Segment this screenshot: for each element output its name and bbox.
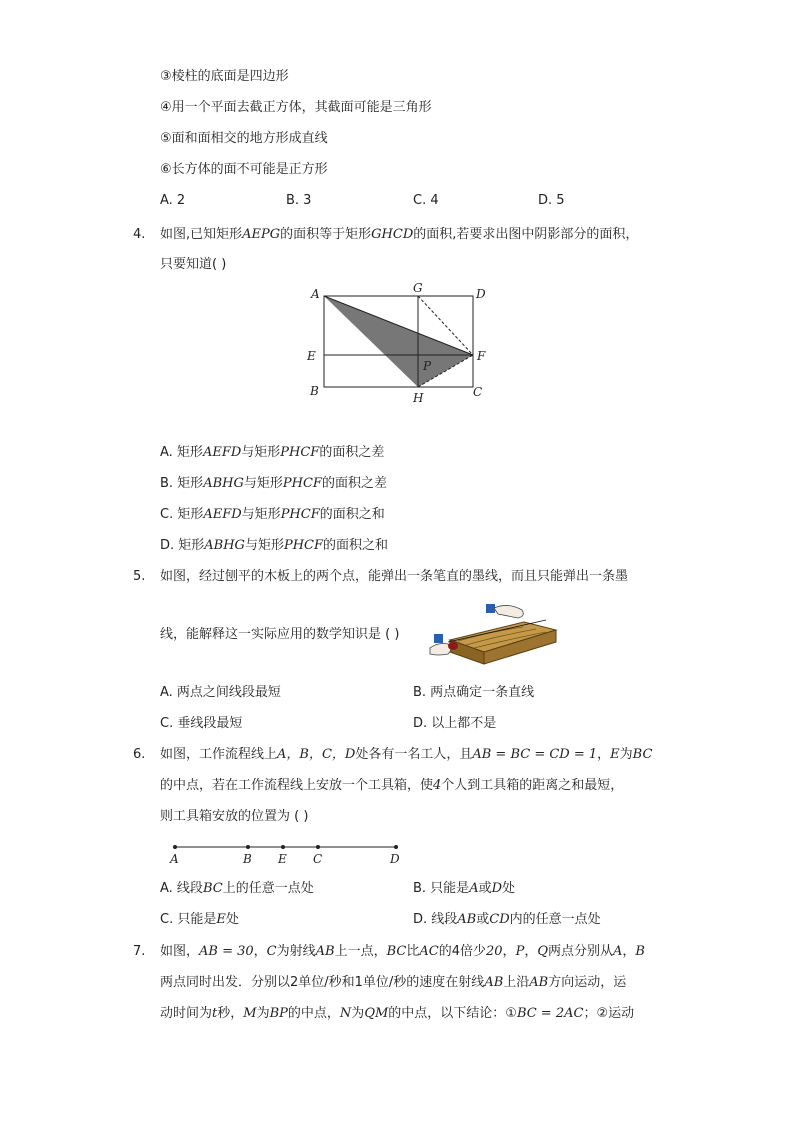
opt-text: 处	[502, 881, 516, 896]
statement-5: ⑤面和面相交的地方形成直线	[160, 131, 328, 146]
q3-option-c[interactable]: C. 4	[413, 193, 439, 208]
q7-math: B	[635, 944, 645, 959]
shaded-triangle	[324, 296, 473, 387]
q7-math: AB = 30	[199, 944, 254, 959]
q7-math: AB	[315, 944, 335, 959]
label-D: D	[476, 287, 486, 301]
opt-math: PHCF	[280, 445, 320, 460]
opt-text: 与矩形	[241, 445, 281, 460]
q7-text: 比	[406, 944, 420, 959]
q4-text: 如图,已知矩形	[160, 227, 243, 242]
q4-option-b[interactable]	[160, 475, 387, 493]
q6-math: A，B，C，D	[277, 747, 356, 762]
opt-text: 的面积之和	[323, 538, 389, 553]
opt-text: A. 线段	[160, 881, 203, 896]
q5-option-b[interactable]: B. 两点确定一条直线	[413, 685, 535, 700]
q7-text: ，	[622, 944, 636, 959]
q7-math: M	[243, 1006, 257, 1021]
q6-math: AB = BC = CD = 1	[472, 747, 598, 762]
opt-text: B. 矩形	[160, 476, 204, 491]
opt-text: 或	[476, 912, 490, 927]
q7-text: 的中点，以下结论：①	[388, 1006, 517, 1021]
q6-text: 个人到工具箱的距离之和最短，	[441, 778, 624, 793]
label-F: F	[477, 349, 486, 363]
q6-math: BC	[632, 747, 653, 762]
opt-math: AEFD	[202, 445, 242, 460]
opt-text: 与矩形	[244, 538, 284, 553]
q6-text: 如图，工作流程线上	[160, 747, 278, 762]
q6-option-c[interactable]	[160, 911, 239, 929]
q4-text: 的面积等于矩形	[280, 227, 372, 242]
opt-text: 或	[478, 881, 492, 896]
label-E: E	[307, 349, 316, 363]
q7-math: QM	[364, 1006, 389, 1021]
q3-option-a[interactable]: A. 2	[160, 193, 186, 208]
q6-number-line-figure	[165, 838, 410, 870]
opt-text: 的面积之差	[319, 445, 385, 460]
q6-stem-line1	[160, 746, 652, 764]
question-number-4: 4.	[133, 227, 146, 242]
point-B	[246, 845, 250, 849]
opt-text: C. 只能是	[160, 912, 217, 927]
q4-math: GHCD	[371, 227, 414, 242]
q6-stem-line2	[160, 777, 623, 795]
q4-option-c[interactable]	[160, 506, 385, 524]
right-hand-icon	[494, 605, 523, 618]
point-C	[316, 845, 320, 849]
q7-text: ，	[502, 944, 516, 959]
q7-math: A	[613, 944, 623, 959]
point-A	[173, 845, 177, 849]
q6-text: 为	[619, 747, 633, 762]
left-hand-icon	[430, 644, 451, 656]
q4-stem-line2: 只要知道( )	[160, 257, 227, 272]
label-C: C	[473, 385, 483, 399]
q7-math: Q	[537, 944, 548, 959]
ink-reel-icon	[448, 642, 458, 650]
q7-math: 20	[486, 944, 503, 959]
label-H: H	[413, 391, 424, 405]
opt-math: AEFD	[203, 507, 242, 522]
point-E	[281, 845, 285, 849]
q6-option-b[interactable]	[413, 880, 515, 898]
opt-math: BC	[202, 881, 223, 896]
opt-text: A. 矩形	[160, 445, 203, 460]
q7-math: N	[339, 1006, 352, 1021]
q6-math: E	[610, 747, 620, 762]
q7-text: ，	[253, 944, 267, 959]
q5-stem-line2: 线，能解释这一实际应用的数学知识是 ( )	[160, 627, 400, 642]
q7-text: ，	[524, 944, 538, 959]
q7-math: C	[266, 944, 277, 959]
opt-text: 与矩形	[243, 476, 283, 491]
q7-stem-line2	[160, 974, 626, 992]
q4-text: 的面积,若要求出图中阴影部分的面积，	[413, 227, 639, 242]
opt-math: PHCF	[280, 507, 320, 522]
label-G: G	[413, 281, 423, 295]
q7-text: 如图，	[160, 944, 200, 959]
q4-option-d[interactable]	[160, 537, 388, 555]
opt-text: 内的任意一点处	[509, 912, 601, 927]
q6-option-a[interactable]	[160, 880, 314, 898]
q6-text: 处各有一名工人，且	[355, 747, 473, 762]
point-D	[394, 845, 398, 849]
q7-text: ；②运动	[583, 1006, 635, 1021]
opt-text: C. 矩形	[160, 507, 204, 522]
q7-text: 的4倍少	[438, 944, 486, 959]
statement-4: ④用一个平面去截正方体，其截面可能是三角形	[160, 100, 432, 115]
q7-math: P	[515, 944, 525, 959]
q7-text: 上沿	[503, 975, 530, 990]
q6-option-d[interactable]	[413, 911, 601, 929]
q4-stem-line1	[160, 226, 638, 244]
opt-math: A	[469, 881, 479, 896]
label-A: A	[311, 287, 320, 301]
q5-stem-line1: 如图，经过刨平的木板上的两个点，能弹出一条笔直的墨线，而且只能弹出一条墨	[160, 569, 629, 584]
label-A: A	[170, 852, 179, 866]
opt-math: E	[216, 912, 226, 927]
opt-math: ABHG	[203, 476, 244, 491]
opt-math: PHCF	[282, 476, 322, 491]
label-B: B	[310, 384, 319, 398]
wood-board-illustration	[428, 600, 560, 670]
label-D: D	[390, 852, 400, 866]
q7-stem-line1	[160, 943, 645, 961]
q4-rectangle-figure	[300, 280, 500, 408]
q7-math: AB	[529, 975, 549, 990]
opt-math: ABHG	[204, 538, 245, 553]
q3-option-b[interactable]: B. 3	[286, 193, 312, 208]
left-hand-block-icon	[434, 634, 443, 643]
label-P: P	[423, 359, 432, 373]
right-hand-block-icon	[486, 604, 495, 613]
q4-option-a[interactable]	[160, 444, 384, 462]
q7-math: t	[212, 1006, 218, 1021]
q7-text: 为	[256, 1006, 270, 1021]
q7-text: 秒，	[217, 1006, 244, 1021]
q7-math: AB	[484, 975, 504, 990]
q7-text: 两点分别从	[548, 944, 614, 959]
opt-text: 的面积之差	[321, 476, 387, 491]
label-B: B	[243, 852, 252, 866]
q7-stem-line3	[160, 1005, 634, 1023]
label-E: E	[278, 852, 287, 866]
question-number-5: 5.	[133, 569, 146, 584]
q6-text: ，	[597, 747, 611, 762]
question-number-6: 6.	[133, 747, 146, 762]
q7-text: 为射线	[276, 944, 316, 959]
opt-text: 的面积之和	[319, 507, 385, 522]
opt-math: CD	[489, 912, 510, 927]
q6-stem-line3: 则工具箱安放的位置为 ( )	[160, 809, 309, 824]
opt-math: AB	[457, 912, 477, 927]
q5-option-c[interactable]: C. 垂线段最短	[160, 716, 243, 731]
label-C: C	[313, 852, 323, 866]
q6-math: 4	[433, 778, 442, 793]
q7-math: BC = 2AC	[516, 1006, 584, 1021]
q4-math: AEPG	[242, 227, 281, 242]
opt-text: B. 只能是	[413, 881, 470, 896]
opt-math: PHCF	[283, 538, 324, 553]
q5-option-d[interactable]: D. 以上都不是	[413, 716, 497, 731]
q5-option-a[interactable]: A. 两点之间线段最短	[160, 685, 281, 700]
opt-math: D	[491, 881, 503, 896]
q7-math: BP	[269, 1006, 288, 1021]
opt-text: D. 线段	[413, 912, 458, 927]
q7-text: 两点同时出发．分别以2单位/秒和1单位/秒的速度在射线	[160, 975, 485, 990]
question-number-7: 7.	[133, 944, 146, 959]
q7-math: AC	[419, 944, 439, 959]
q7-text: 动时间为	[160, 1006, 213, 1021]
q3-option-d[interactable]: D. 5	[538, 193, 565, 208]
opt-text: D. 矩形	[160, 538, 205, 553]
q7-text: 为	[351, 1006, 365, 1021]
opt-text: 上的任意一点处	[222, 881, 314, 896]
q7-math: BC	[386, 944, 407, 959]
q6-text: 的中点，若在工作流程线上安放一个工具箱，使	[160, 778, 434, 793]
q7-text: 方向运动，运	[548, 975, 627, 990]
statement-6: ⑥长方体的面不可能是正方形	[160, 162, 328, 177]
opt-text: 与矩形	[241, 507, 281, 522]
statement-3: ③棱柱的底面是四边形	[160, 69, 289, 84]
opt-text: 处	[225, 912, 239, 927]
q7-text: 的中点，	[287, 1006, 340, 1021]
q7-text: 上一点，	[334, 944, 387, 959]
